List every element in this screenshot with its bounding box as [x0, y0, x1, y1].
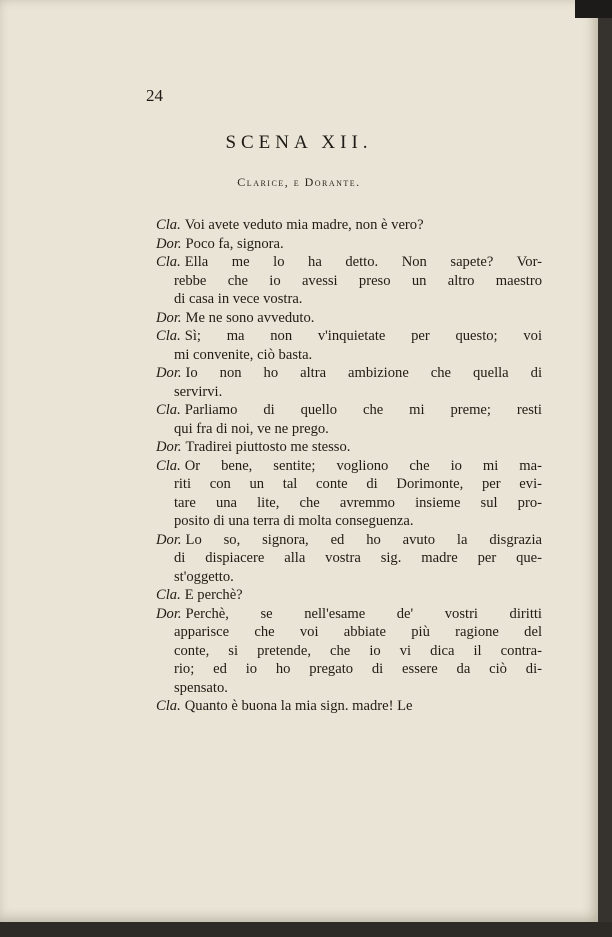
line-text: Tradirei piuttosto me stesso.: [185, 439, 351, 455]
line-text: Me ne sono avveduto.: [185, 309, 315, 326]
dialogue-line: [156, 494, 542, 513]
line-text: servirvi.: [174, 383, 223, 400]
dialogue-line: [156, 679, 542, 698]
line-text: di casa in vece vostra.: [174, 291, 303, 307]
dialogue-line: [156, 660, 542, 679]
dialogue-line: [156, 605, 542, 624]
line-text: Or bene, sentite; vogliono che io mi ma-: [184, 457, 542, 474]
dialogue-line: [156, 253, 542, 272]
speaker-label: Cla.: [156, 587, 181, 603]
dialogue-line: [156, 235, 542, 254]
line-text: Parliamo di quello che mi preme; resti: [184, 402, 542, 418]
page-edge-right: [598, 0, 612, 937]
speaker-label: Cla.: [156, 457, 181, 474]
line-text: rio; ed io ho pregato di essere da ciò di-: [174, 661, 542, 677]
dialogue-line: [156, 697, 542, 716]
line-text: tare una lite, che avremmo insieme sul pro-: [174, 494, 542, 511]
dialogue-entry: [156, 216, 542, 235]
page-edge-bottom: [0, 922, 612, 937]
page-number: 24: [146, 86, 163, 105]
dialogue-line: [156, 383, 542, 402]
line-text: mi convenite, ciò basta.: [174, 346, 313, 363]
dialogue-line: [156, 531, 542, 550]
dialogue-entry: [156, 438, 542, 457]
dialogue-entry: [156, 697, 542, 716]
speaker-label: Cla.: [156, 698, 181, 714]
line-text: Io non ho altra ambizione che quella di: [185, 365, 542, 381]
dialogue-line: [156, 309, 542, 328]
speaker-label: Cla.: [156, 217, 181, 233]
speaker-label: Dor.: [156, 235, 182, 252]
dialogue-line: [156, 568, 542, 587]
line-text: Quanto è buona la mia sign. madre! Le: [184, 698, 413, 714]
dialogue-entry: [156, 235, 542, 254]
dialogue-entry: [156, 401, 542, 438]
dialogue-line: [156, 401, 542, 420]
line-text: posito di una terra di molta conseguenza.: [174, 513, 414, 529]
dialogue-entry: [156, 457, 542, 531]
line-text: conte, si pretende, che io vi dica il contra-: [174, 642, 542, 659]
dialogue-line: [156, 346, 542, 365]
line-text: Perchè, se nell'esame de' vostri diritti: [185, 605, 542, 622]
scan-corner-mark: [575, 0, 612, 18]
line-text: rebbe che io avessi preso un altro maestro: [174, 272, 542, 289]
line-text: Ella me lo ha detto. Non sapete? Vor-: [184, 254, 542, 270]
line-text: riti con un tal conte di Dorimonte, per evi-: [174, 476, 542, 492]
dialogue-line: [156, 475, 542, 494]
speaker-label: Dor.: [156, 365, 182, 381]
line-text: apparisce che voi abbiate più ragione del: [174, 624, 542, 640]
dialogue-line: [156, 290, 542, 309]
dialogue-line: [156, 457, 542, 476]
speaker-label: Dor.: [156, 605, 182, 622]
line-text: st'oggetto.: [174, 568, 234, 585]
scene-title: SCENA XII.: [225, 132, 373, 153]
line-text: qui fra di noi, ve ne prego.: [174, 420, 329, 437]
scene-characters: Clarice, e Dorante.: [237, 175, 361, 189]
dialogue-line: [156, 642, 542, 661]
dialogue-block: [156, 216, 542, 716]
speaker-label: Dor.: [156, 309, 182, 326]
speaker-label: Dor.: [156, 439, 182, 455]
dialogue-entry: [156, 253, 542, 309]
speaker-label: Cla.: [156, 254, 181, 270]
dialogue-entry: [156, 327, 542, 364]
dialogue-line: [156, 272, 542, 291]
dialogue-line: [156, 512, 542, 531]
dialogue-line: [156, 364, 542, 383]
line-text: Poco fa, signora.: [185, 235, 284, 252]
dialogue-line: [156, 216, 542, 235]
dialogue-line: [156, 623, 542, 642]
line-text: E perchè?: [184, 587, 243, 603]
dialogue-line: [156, 327, 542, 346]
dialogue-line: [156, 549, 542, 568]
dialogue-line: [156, 438, 542, 457]
line-text: di dispiacere alla vostra sig. madre per que-: [174, 550, 542, 566]
speaker-label: Dor.: [156, 531, 182, 548]
dialogue-entry: [156, 364, 542, 401]
dialogue-entry: [156, 309, 542, 328]
dialogue-entry: [156, 586, 542, 605]
dialogue-line: [156, 586, 542, 605]
dialogue-entry: [156, 605, 542, 698]
line-text: Voi avete veduto mia madre, non è vero?: [184, 217, 424, 233]
dialogue-entry: [156, 531, 542, 587]
line-text: spensato.: [174, 679, 228, 696]
line-text: Sì; ma non v'inquietate per questo; voi: [184, 328, 542, 344]
speaker-label: Cla.: [156, 328, 181, 344]
dialogue-line: [156, 420, 542, 439]
line-text: Lo so, signora, ed ho avuto la disgrazia: [185, 531, 542, 548]
speaker-label: Cla.: [156, 402, 181, 418]
